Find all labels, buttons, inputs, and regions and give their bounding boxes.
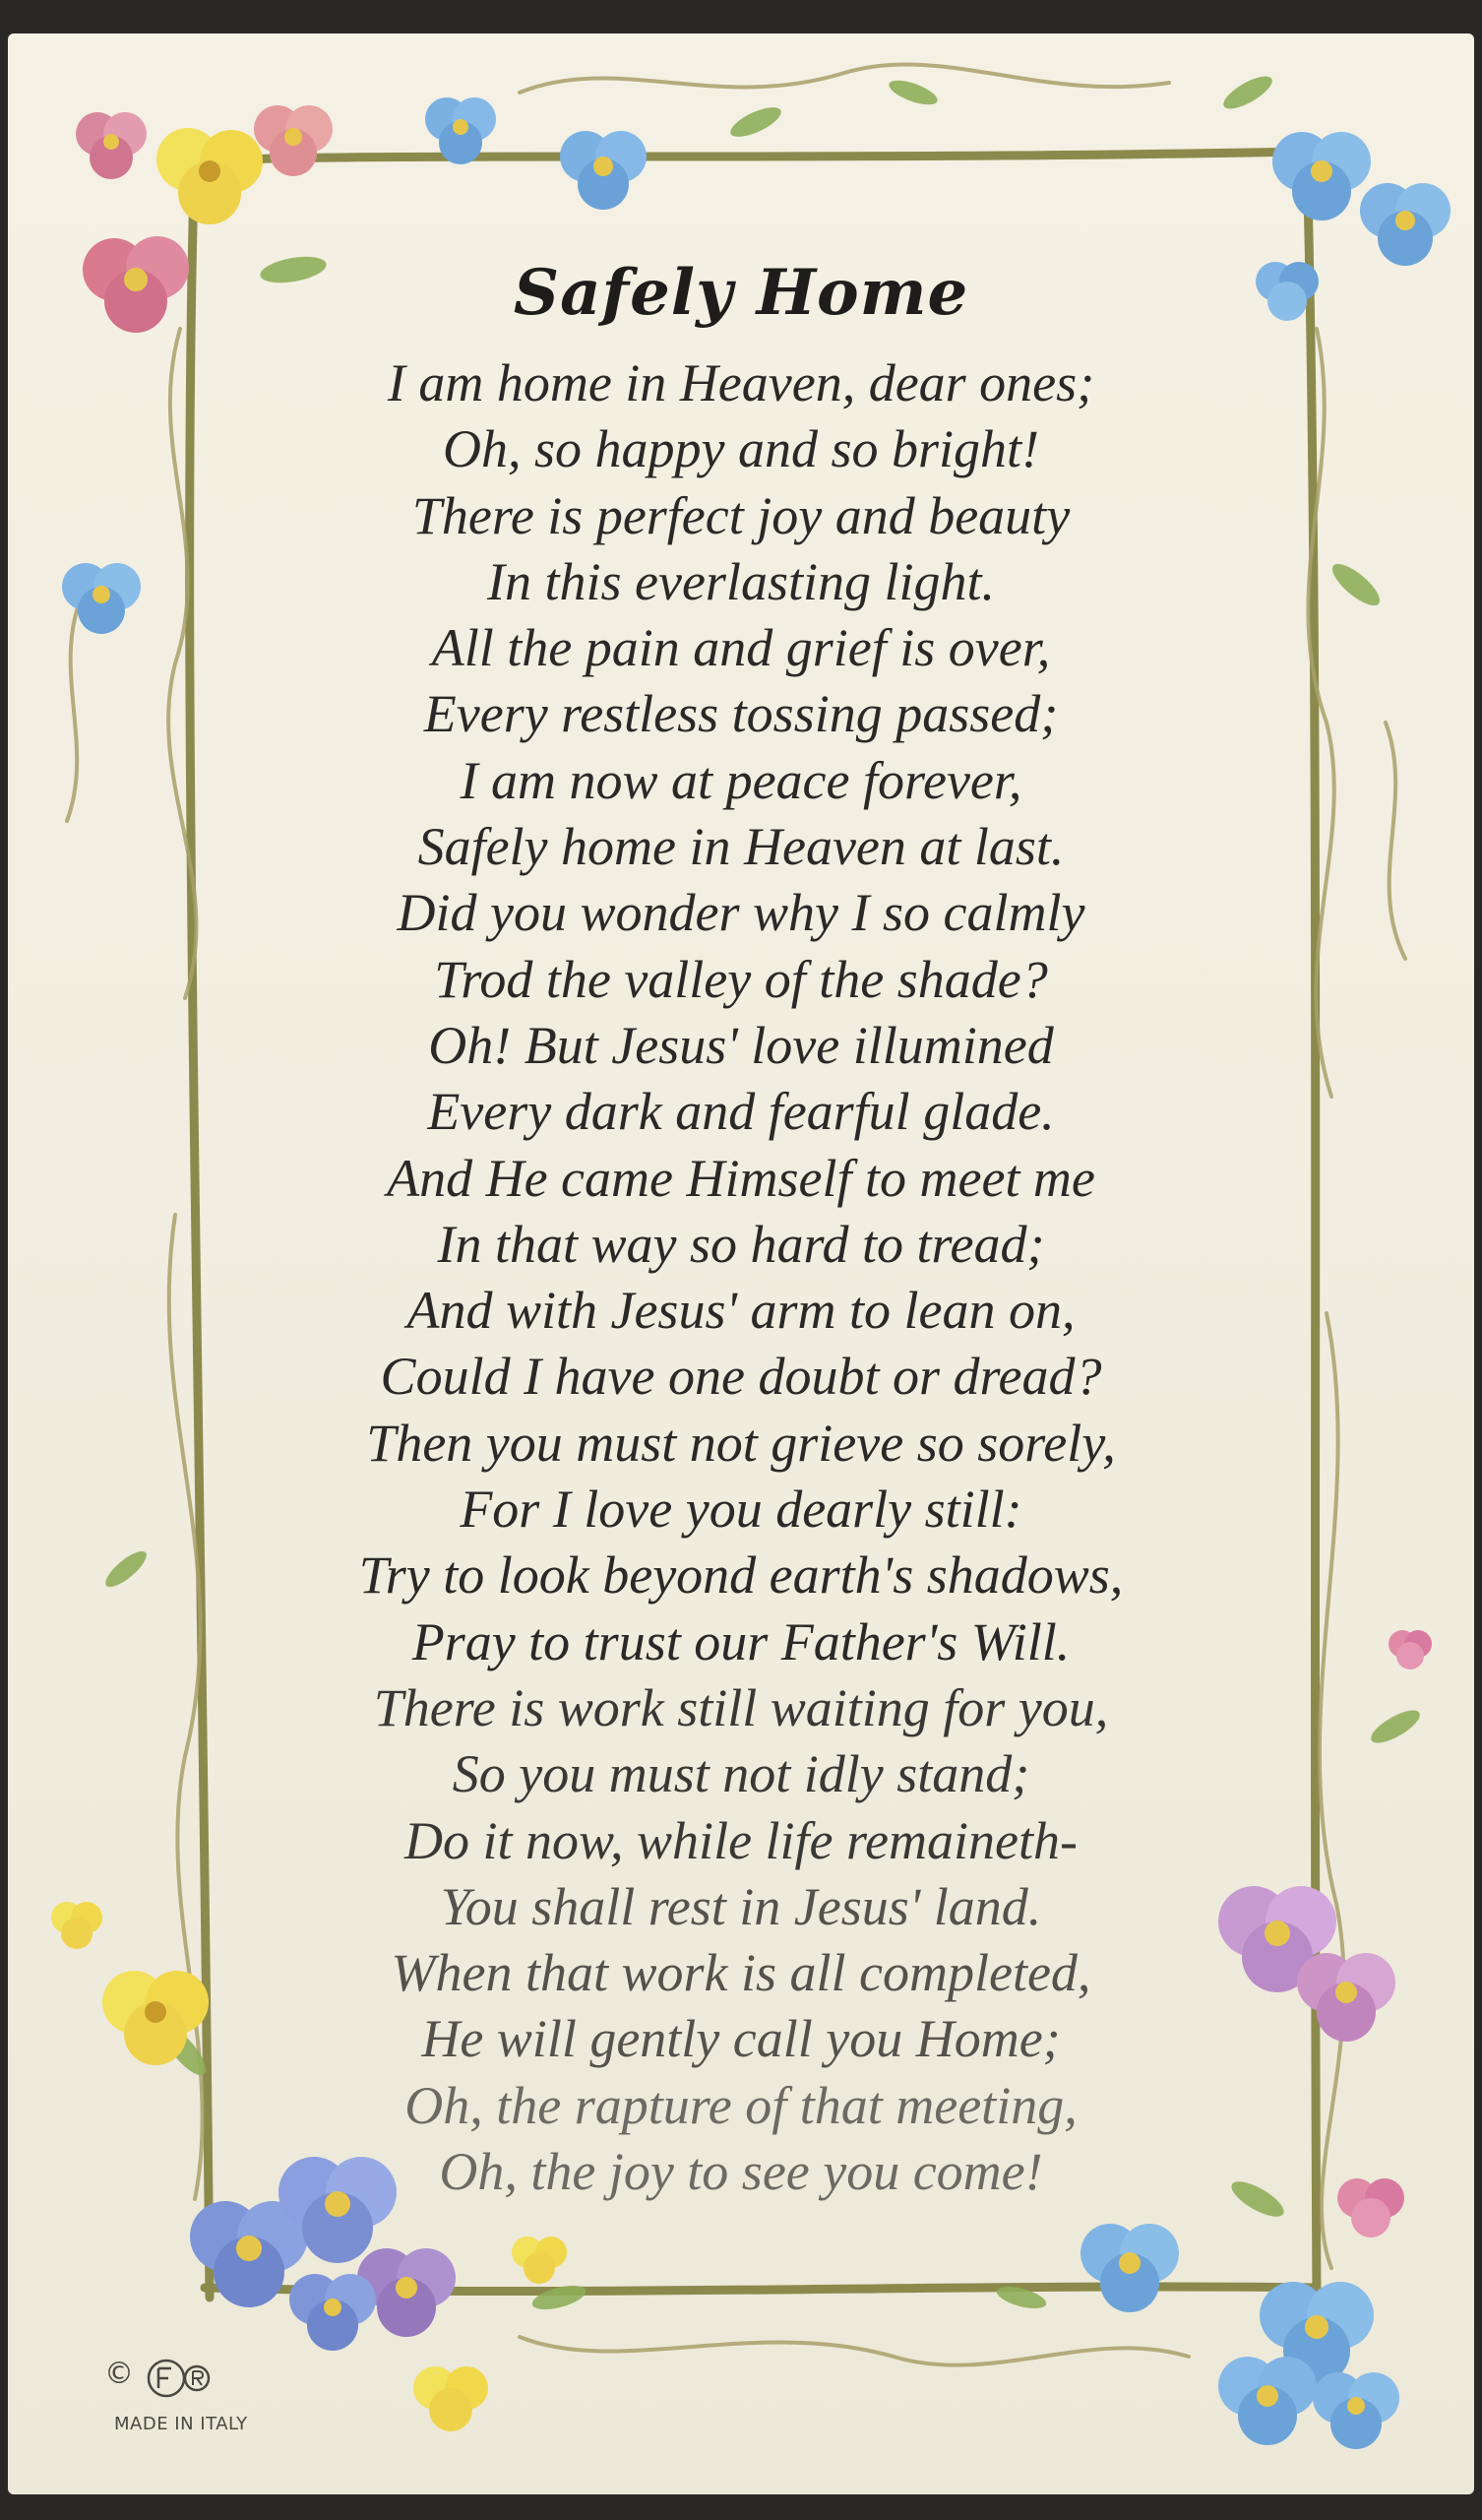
poem-line: For I love you dearly still: (460, 1480, 1022, 1540)
poem-line: In this everlasting light. (487, 551, 995, 611)
poem-line: And He came Himself to meet me (387, 1148, 1095, 1208)
bottom-right-flowers (1081, 2224, 1399, 2449)
poem-line: And with Jesus' arm to lean on, (406, 1281, 1076, 1341)
made-in-label: MADE IN ITALY (114, 2414, 248, 2434)
prayer-card (8, 33, 1474, 2494)
poem-line: Every dark and fearful glade. (427, 1082, 1055, 1142)
poem-line: Oh, so happy and so bright! (443, 419, 1039, 479)
poem-line: Did you wonder why I so calmly (397, 883, 1085, 943)
poem-line: Then you must not grieve so sorely, (366, 1413, 1116, 1473)
poem-line: Oh, the rapture of that meeting, (404, 2075, 1078, 2135)
poem-line: All the pain and grief is over, (431, 618, 1051, 678)
poem-line: Try to look beyond earth's shadows, (358, 1545, 1124, 1606)
poem-title: Safely Home (513, 256, 969, 330)
poem-line: There is perfect joy and beauty (411, 485, 1071, 545)
poem-line: I am home in Heaven, dear ones; (387, 353, 1095, 412)
poem-line: Safely home in Heaven at last. (417, 817, 1065, 877)
top-vine (175, 152, 1307, 161)
poem-line: Could I have one doubt or dread? (380, 1347, 1102, 1407)
poem-line: When that work is all completed, (391, 1943, 1091, 2003)
poem-line: Every restless tossing passed; (423, 684, 1059, 744)
poem-line: He will gently call you Home; (421, 2009, 1061, 2069)
poem-line: Do it now, while life remaineth- (404, 1810, 1078, 1870)
poem-line: Trod the valley of the shade? (434, 949, 1048, 1009)
poem-line: So you must not idly stand; (452, 1744, 1030, 1804)
publisher-mark (104, 2357, 301, 2445)
copyright-symbol: © (104, 2357, 134, 2391)
poem-line: You shall rest in Jesus' land. (440, 1876, 1042, 1936)
poem-line: In that way so hard to tread; (437, 1214, 1045, 1274)
poem-line: There is work still waiting for you, (373, 1677, 1109, 1737)
poem-text (185, 350, 1297, 2205)
poem-line: Oh, the joy to see you come! (439, 2142, 1043, 2202)
poem-line: Oh! But Jesus' love illumined (428, 1015, 1054, 1075)
poem-line: I am now at peace forever, (460, 750, 1022, 810)
poem-line: Pray to trust our Father's Will. (411, 1611, 1071, 1671)
publisher-logo (132, 2359, 279, 2408)
right-side-bud (1389, 1630, 1432, 1670)
